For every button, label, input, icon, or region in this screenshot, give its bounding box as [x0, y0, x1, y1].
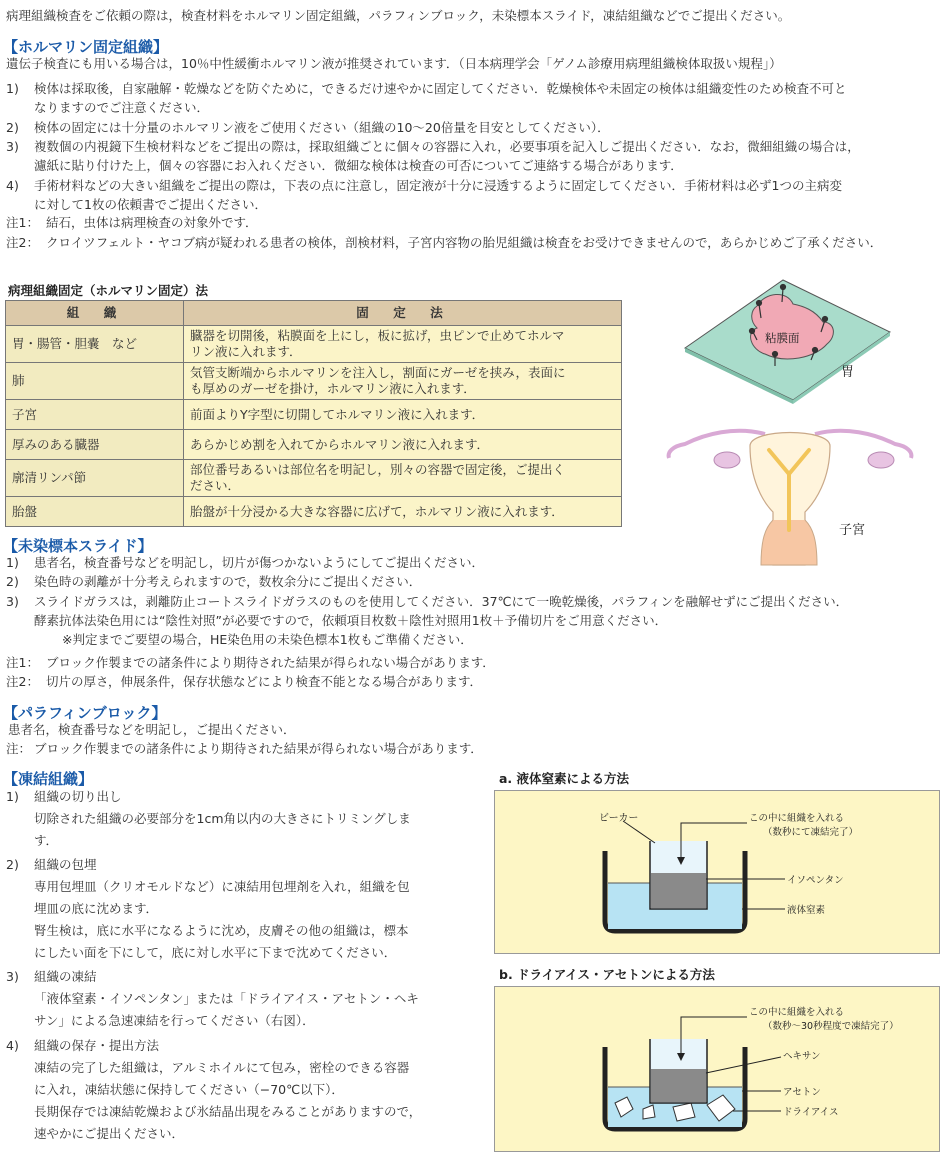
- uterus-illustration: [665, 420, 915, 570]
- table-row: [6, 497, 622, 527]
- frozen-item-num: 4): [6, 1038, 19, 1053]
- frozen-item-title: 組織の保存・提出方法: [34, 1038, 160, 1053]
- formalin-lead: 遺伝子検査にも用いる場合は，10％中性緩衝ホルマリン液が推奨されています．（日本病理学会「ゲノム診療用病理組織検体取扱い規程」）: [6, 56, 782, 71]
- frozen-item-line: 腎生検は，底に水平になるように沈め，皮膚その他の組織は，標本: [34, 923, 409, 938]
- frozen-item-title: 組織の凍結: [34, 969, 97, 984]
- table-row: [6, 400, 622, 430]
- dryice-label: ドライアイス: [783, 1107, 839, 1118]
- formalin-item-line: なりますのでご注意ください．: [34, 100, 210, 115]
- slides-item-line: 酵素抗体法染色用には“陰性対照”が必要ですので，依頼項目枚数＋陰性対照用1枚＋予備切片をご用意ください．: [34, 613, 668, 628]
- hexane-label: ヘキサン: [783, 1051, 821, 1062]
- method-cell: [184, 326, 622, 363]
- frozen-item-line: に入れ，凍結状態に保持してください（−70℃以下）．: [34, 1082, 344, 1097]
- tissue-cell: 胃・腸管・胆嚢 など: [6, 326, 184, 363]
- stomach-illustration: [665, 270, 905, 405]
- formalin-item-num: 4): [6, 178, 19, 193]
- frozen-heading: 【凍結組織】: [3, 770, 94, 788]
- beaker-leader: [623, 821, 655, 843]
- note-text: 切片の厚さ，伸展条件，保存状態などにより検査不能となる場合があります．: [46, 674, 483, 689]
- isopentane-label: イソペンタン: [787, 875, 844, 886]
- note-text: ブロック作製までの諸条件により期待された結果が得られない場合があります．: [34, 741, 483, 756]
- note-label: 注：: [6, 741, 32, 756]
- inside-label-1: この中に組織を入れる: [749, 1007, 845, 1018]
- slides-heading: 【未染標本スライド】: [3, 537, 153, 555]
- formalin-item-line: に対して1枚の依頼書でご提出ください．: [34, 197, 267, 212]
- frozen-item-line: 長期保存では凍結乾燥および氷結晶出現をみることがありますので，: [34, 1104, 422, 1119]
- note-label: 注2：: [6, 674, 39, 689]
- intro-text: 病理組織検査をご依頼の際は，検査材料をホルマリン固定組織，パラフィンブロック，未染標本スライド，凍結組織などでご提出ください。: [6, 8, 791, 23]
- acetone-label: アセトン: [783, 1087, 821, 1098]
- table-row: [6, 363, 622, 400]
- method-line: 部位番号あるいは部位名を明記し，別々の容器で固定後，ご提出く: [190, 462, 566, 477]
- formalin-item-line: 複数個の内視鏡下生検材料などをご提出の際は，採取組織ごとに個々の容器に入れ，必要事項を記入しご提出ください．なお，微細組織の場合は，: [34, 139, 860, 154]
- note-text: クロイツフェルト・ヤコブ病が疑われる患者の検体，剖検材料，子宮内容物の胎児組織は検査をお受けできませんので，あらかじめご了承ください．: [46, 235, 883, 250]
- method-line: 気管支断端からホルマリンを注入し，割面にガーゼを挟み，表面に: [190, 365, 566, 380]
- formalin-heading: 【ホルマリン固定組織】: [3, 38, 169, 56]
- paraffin-text: 患者名，検査番号などを明記し，ご提出ください．: [8, 722, 296, 737]
- formalin-item-num: 1): [6, 81, 19, 96]
- formalin-item-line: 検体の固定には十分量のホルマリン液をご使用ください（組織の10～20倍量を目安としてください）．: [34, 120, 610, 135]
- method-cell: 前面よりY字型に切開してホルマリン液に入れます．: [184, 400, 622, 430]
- frozen-item-line: にしたい面を下にして，底に対し水平に下まで沈めてください．: [34, 945, 397, 960]
- method-cell: [184, 460, 622, 497]
- table-row: [6, 430, 622, 460]
- table-row: [6, 326, 622, 363]
- note-label: 注2：: [6, 235, 39, 250]
- uterus-label: 子宮: [839, 523, 866, 538]
- tissue-cell: 厚みのある臓器: [6, 430, 184, 460]
- method-cell: あらかじめ割を入れてからホルマリン液に入れます．: [184, 430, 622, 460]
- tissue-cell: 子宮: [6, 400, 184, 430]
- formalin-item-num: 2): [6, 120, 19, 135]
- method-line: 臓器を切開後，粘膜面を上にし，板に拡げ，虫ピンで止めてホルマ: [190, 328, 565, 343]
- isopentane: [651, 873, 706, 908]
- formalin-item-num: 3): [6, 139, 19, 154]
- inside-label-1: この中に組織を入れる: [749, 813, 845, 824]
- tissue-cell: 廓清リンパ節: [6, 460, 184, 497]
- tissue-cell: 肺: [6, 363, 184, 400]
- ovary-right: [868, 452, 894, 468]
- ln2-label: 液体窒素: [787, 905, 826, 916]
- slides-item-num: 1): [6, 555, 19, 570]
- frozen-item-line: 埋皿の底に沈めます．: [34, 901, 159, 916]
- table-header-cell: 組 織: [6, 301, 184, 326]
- diagram-b-svg: [495, 987, 939, 1151]
- diagram-b-title: b. ドライアイス・アセトンによる方法: [499, 967, 715, 982]
- table-header-row: [6, 301, 622, 326]
- inside-label-2: （数秒にて凍結完了）: [763, 827, 859, 838]
- method-cell: [184, 363, 622, 400]
- method-cell: 胎盤が十分浸かる大きな容器に広げて，ホルマリン液に入れます．: [184, 497, 622, 527]
- frozen-item-line: 「液体窒素・イソペンタン」または「ドライアイス・アセトン・ヘキ: [34, 991, 419, 1006]
- frozen-item-title: 組織の切り出し: [34, 789, 122, 804]
- slides-item-num: 3): [6, 594, 19, 609]
- slides-item-num: 2): [6, 574, 19, 589]
- slides-item-line: 染色時の剥離が十分考えられますので，数枚余分にご提出ください．: [34, 574, 422, 589]
- table-header-cell: 固 定 法: [184, 301, 622, 326]
- beaker-label: ビーカー: [599, 813, 639, 824]
- diagram-b-panel: [494, 986, 940, 1152]
- mucosa-label: 粘膜面: [765, 331, 800, 345]
- frozen-item-title: 組織の包埋: [34, 857, 97, 872]
- ovary-left: [714, 452, 740, 468]
- frozen-item-line: サン」による急速凍結を行ってください（右図）．: [34, 1013, 315, 1028]
- frozen-item-num: 1): [6, 789, 19, 804]
- formalin-item-line: 手術材料などの大きい組織をご提出の際は，下表の点に注意し，固定液が十分に浸透するように固定してください．手術材料は必ず1つの主病変: [34, 178, 842, 193]
- stomach-label: 胃: [841, 365, 855, 380]
- method-line: も厚めのガーゼを掛け，ホルマリン液に入れます．: [190, 381, 476, 396]
- frozen-item-line: す．: [34, 833, 59, 848]
- slides-item-line: 患者名，検査番号などを明記し，切片が傷つかないようにしてご提出ください．: [34, 555, 485, 570]
- frozen-item-line: 切除された組織の必要部分を1cm角以内の大きさにトリミングしま: [34, 811, 411, 826]
- note-label: 注1：: [6, 215, 39, 230]
- fixation-table: [5, 300, 622, 527]
- diagram-a-panel: [494, 790, 940, 954]
- slides-item-line: スライドガラスは，剥離防止コートスライドガラスのものを使用してください．37℃にて一晩乾燥後，パラフィンを融解せずにご提出ください．: [34, 594, 849, 609]
- note-label: 注1：: [6, 655, 39, 670]
- diagram-a-svg: [495, 791, 939, 953]
- tissue-cell: 胎盤: [6, 497, 184, 527]
- frozen-item-line: 速やかにご提出ください．: [34, 1126, 185, 1141]
- paraffin-heading: 【パラフィンブロック】: [3, 704, 167, 722]
- inside-label-2: （数秒～30秒程度で凍結完了）: [763, 1021, 899, 1032]
- frozen-item-num: 2): [6, 857, 19, 872]
- frozen-item-line: 凍結の完了した組織は，アルミホイルにて包み，密栓のできる容器: [34, 1060, 410, 1075]
- method-line: リン液に入れます．: [190, 344, 302, 359]
- method-line: ださい．: [190, 478, 241, 493]
- hexane: [651, 1069, 706, 1102]
- frozen-item-num: 3): [6, 969, 19, 984]
- note-text: ブロック作製までの諸条件により期待された結果が得られない場合があります．: [46, 655, 495, 670]
- formalin-item-line: 検体は採取後，自家融解・乾燥などを防ぐために，できるだけ速やかに固定してください．乾燥検体や未固定の検体は組織変性のため検査不可と: [34, 81, 847, 96]
- slides-item-line: ※判定までご要望の場合，HE染色用の未染色標本1枚もご準備ください．: [62, 632, 473, 647]
- table-row: [6, 460, 622, 497]
- note-text: 結石，虫体は病理検査の対象外です．: [46, 215, 258, 230]
- table-caption: 病理組織固定（ホルマリン固定）法: [8, 283, 209, 298]
- formalin-item-line: 濾紙に貼り付けた上，個々の容器にお入れください．微細な検体は検査の可否についてご連絡する場合があります．: [34, 158, 683, 173]
- diagram-a-title: a. 液体窒素による方法: [499, 771, 630, 786]
- frozen-item-line: 専用包埋皿（クリオモルドなど）に凍結用包埋剤を入れ，組織を包: [34, 879, 410, 894]
